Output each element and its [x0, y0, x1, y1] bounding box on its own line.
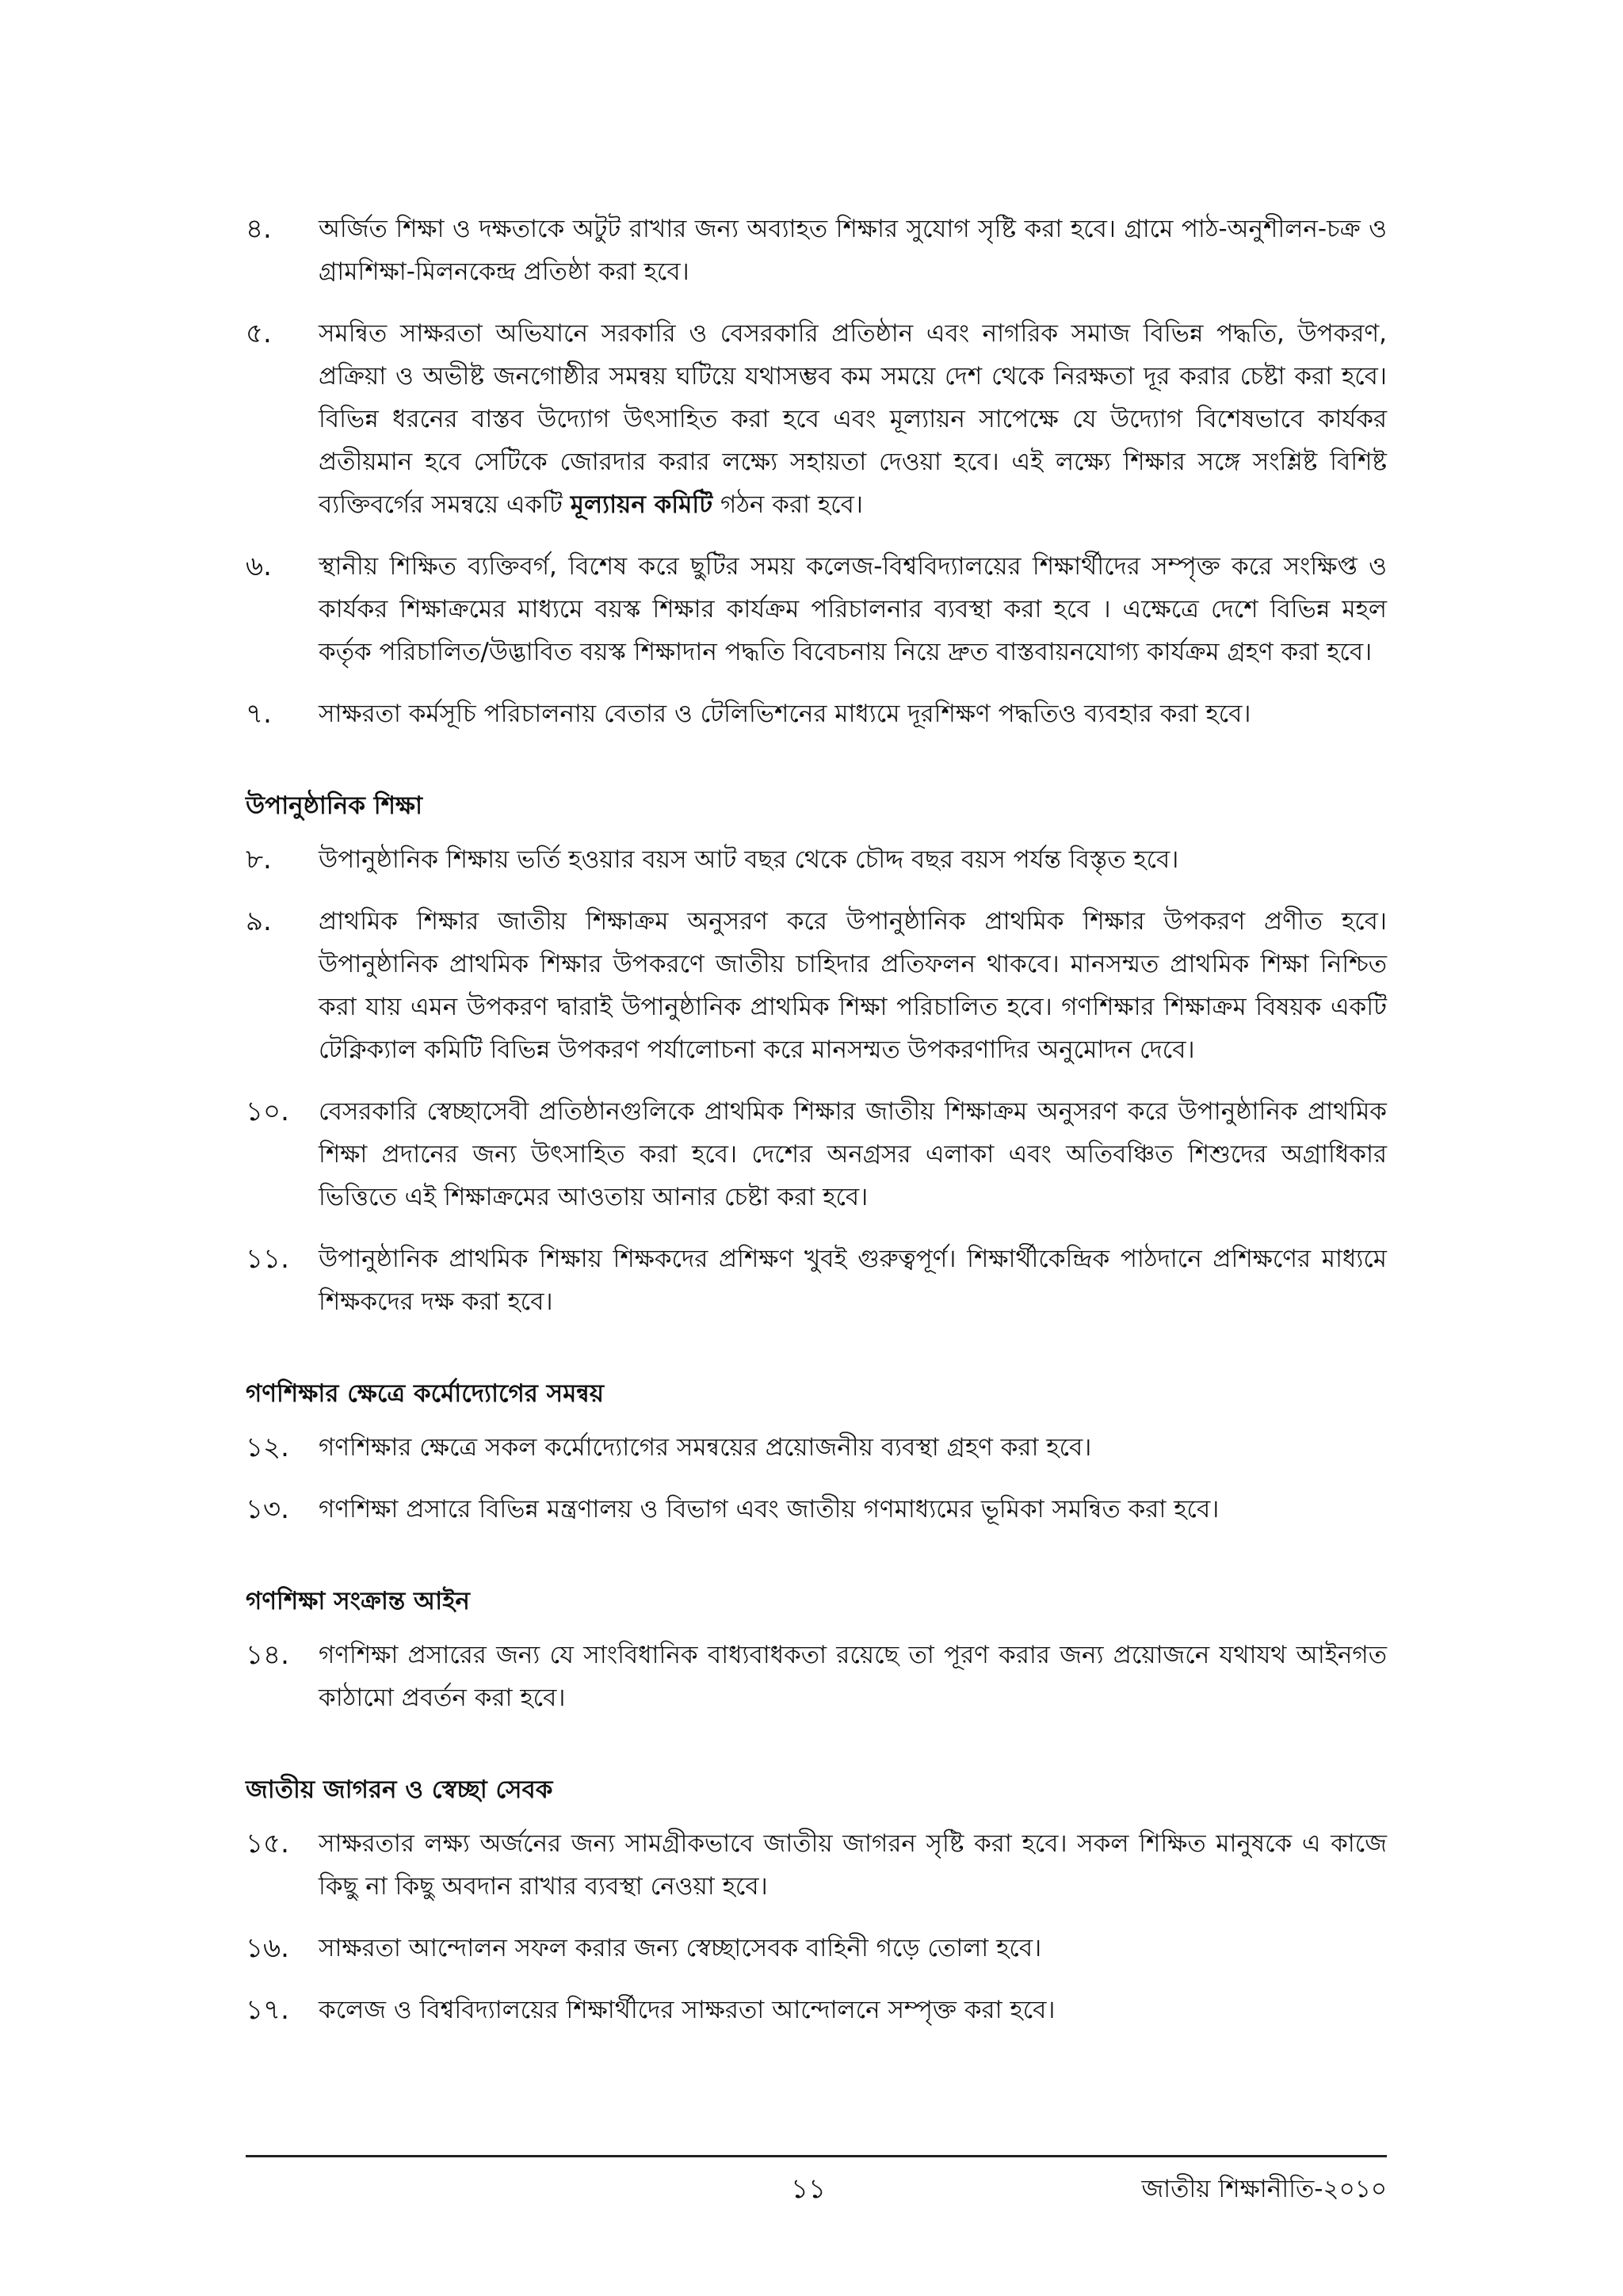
item-text: সাক্ষরতার লক্ষ্য অর্জনের জন্য সামগ্রীকভাবে জাতীয় জাগরন সৃষ্টি করা হবে। সকল শিক্ষিত মানুষকে এ কাজে কিছু না কিছু অবদান রাখার ব্যবস্থা নেওয়া হবে।: [319, 1829, 1387, 1901]
list-item: [246, 692, 1387, 735]
item-number: ৫.: [246, 318, 272, 349]
item-number: ১৩.: [246, 1493, 289, 1525]
item-text: গণশিক্ষা প্রসারে বিভিন্ন মন্ত্রণালয় ও বিভাগ এবং জাতীয় গণমাধ্যমের ভূমিকা সমন্বিত করা হবে।: [319, 1495, 1220, 1524]
list-item: [246, 1238, 1387, 1323]
list-item: [246, 838, 1387, 881]
list-item: [246, 1488, 1387, 1531]
footer-rule: [246, 2155, 1387, 2157]
item-number: ৪.: [246, 213, 272, 245]
section-heading: গণশিক্ষা সংক্রান্ত আইন: [246, 1587, 470, 1615]
item-number: ১১.: [246, 1243, 289, 1275]
footer-title: জাতীয় শিক্ষানীতি-২০১০: [1141, 2175, 1387, 2203]
list-item: [246, 1927, 1387, 1970]
item-text: বেসরকারি স্বেচ্ছাসেবী প্রতিষ্ঠানগুলিকে প্রাথমিক শিক্ষার জাতীয় শিক্ষাক্রম অনুসরণ করে উপানুষ্ঠানিক প্রাথমিক শিক্ষা প্রদানের জন্য উৎসাহিত করা হবে। দেশের অনগ্রসর এলাকা এবং অতিবঞ্চিত শিশুদের অগ্রাধিকার ভিত্তিতে এই শিক্ষাক্রমের আওতায় আনার চেষ্টা করা হবে।: [319, 1097, 1387, 1211]
list-item: [246, 1822, 1387, 1908]
item-number: ৬.: [246, 551, 272, 582]
section-heading: গণশিক্ষার ক্ষেত্রে কর্মোদ্যোগের সমন্বয়: [246, 1379, 605, 1408]
item-text-part: সমন্বিত সাক্ষরতা অভিযানে সরকারি ও বেসরকারি প্রতিষ্ঠান এবং নাগরিক সমাজ বিভিন্ন পদ্ধতি, উপকরণ, প্রক্রিয়া ও অভীষ্ট জনগোষ্ঠীর সমন্বয় ঘটিয়ে যথাসম্ভব কম সময়ে দেশ থেকে নিরক্ষতা দূর করার চেষ্টা করা হবে। বিভিন্ন ধরনের বাস্তব উদ্যোগ উৎসাহিত করা হবে এবং মূল্যায়ন সাপেক্ষে যে উদ্যোগ বিশেষভাবে কার্যকর প্রতীয়মান হবে সেটিকে জোরদার করার লক্ষ্যে সহায়তা দেওয়া হবে। এই লক্ষ্যে শিক্ষার সঙ্গে সংশ্লিষ্ট বিশিষ্ট ব্যক্তিবর্গের সমন্বয়ে একটি: [319, 319, 1387, 519]
item-number: ১০.: [246, 1096, 289, 1127]
item-number: ১২.: [246, 1432, 289, 1463]
item-text: গণশিক্ষার ক্ষেত্রে সকল কর্মোদ্যোগের সমন্বয়ের প্রয়োজনীয় ব্যবস্থা গ্রহণ করা হবে।: [319, 1433, 1092, 1462]
item-number: ১৫.: [246, 1828, 289, 1859]
item-number: ১৪.: [246, 1639, 289, 1671]
item-text: প্রাথমিক শিক্ষার জাতীয় শিক্ষাক্রম অনুসরণ করে উপানুষ্ঠানিক প্রাথমিক শিক্ষার উপকরণ প্রণীত হবে। উপানুষ্ঠানিক প্রাথমিক শিক্ষার উপকরণে জাতীয় চাহিদার প্রতিফলন থাকবে। মানসম্মত প্রাথমিক শিক্ষা নিশ্চিত করা যায় এমন উপকরণ দ্বারাই উপানুষ্ঠানিক প্রাথমিক শিক্ষা পরিচালিত হবে। গণশিক্ষার শিক্ষাক্রম বিষয়ক একটি টেক্নিক্যাল কমিটি বিভিন্ন উপকরণ পর্যালোচনা করে মানসম্মত উপকরণাদির অনুমোদন দেবে।: [319, 907, 1387, 1064]
item-number: ১৬.: [246, 1932, 289, 1964]
list-item: [246, 1634, 1387, 1719]
section-heading: জাতীয় জাগরন ও স্বেচ্ছা সেবক: [246, 1775, 553, 1804]
item-text: উপানুষ্ঠানিক শিক্ষায় ভর্তি হওয়ার বয়স আট বছর থেকে চৌদ্দ বছর বয়স পর্যন্ত বিস্তৃত হবে।: [319, 845, 1179, 874]
list-item: [246, 545, 1387, 673]
section-heading: উপানুষ্ঠানিক শিক্ষা: [246, 791, 423, 820]
item-text-part: গঠন করা হবে।: [712, 490, 863, 519]
item-text: উপানুষ্ঠানিক প্রাথমিক শিক্ষায় শিক্ষকদের প্রশিক্ষণ খুবই গুরুত্বপূর্ণ। শিক্ষার্থীকেন্দ্রিক পাঠদানে প্রশিক্ষণের মাধ্যমে শিক্ষকদের দক্ষ করা হবে।: [319, 1245, 1387, 1316]
item-text: [319, 312, 1387, 526]
item-number: ১৭.: [246, 1994, 289, 2026]
item-text: গণশিক্ষা প্রসারের জন্য যে সাংবিধানিক বাধ্যবাধকতা রয়েছে তা পূরণ করার জন্য প্রয়োজনে যথাযথ আইনগত কাঠামো প্রবর্তন করা হবে।: [319, 1641, 1388, 1712]
list-item: [246, 1426, 1387, 1469]
list-item: [246, 1989, 1387, 2031]
list-item: [246, 1090, 1387, 1219]
item-text: কলেজ ও বিশ্ববিদ্যালয়ের শিক্ষার্থীদের সাক্ষরতা আন্দোলনে সম্পৃক্ত করা হবে।: [319, 1996, 1056, 2024]
item-text-bold: মূল্যায়ন কমিটি: [570, 490, 713, 519]
item-number: ৯.: [246, 906, 272, 937]
item-text: সাক্ষরতা কর্মসূচি পরিচালনায় বেতার ও টেলিভিশনের মাধ্যমে দূরশিক্ষণ পদ্ধতিও ব্যবহার করা হবে।: [319, 700, 1251, 728]
list-item: [246, 900, 1387, 1071]
page-content: [246, 208, 1387, 2050]
item-text: সাক্ষরতা আন্দোলন সফল করার জন্য স্বেচ্ছাসেবক বাহিনী গড়ে তোলা হবে।: [319, 1934, 1042, 1962]
item-number: ৭.: [246, 698, 272, 730]
page-number: ১১: [790, 2173, 827, 2205]
item-text: স্থানীয় শিক্ষিত ব্যক্তিবর্গ, বিশেষ করে ছুটির সময় কলেজ-বিশ্ববিদ্যালয়ের শিক্ষার্থীদের সম্পৃক্ত করে সংক্ষিপ্ত ও কার্যকর শিক্ষাক্রমের মাধ্যমে বয়স্ক শিক্ষার কার্যক্রম পরিচালনার ব্যবস্থা করা হবে । এক্ষেত্রে দেশে বিভিন্ন মহল কর্তৃক পরিচালিত/উদ্ভাবিত বয়স্ক শিক্ষাদান পদ্ধতি বিবেচনায় নিয়ে দ্রুত বাস্তবায়নযোগ্য কার্যক্রম গ্রহণ করা হবে।: [319, 552, 1387, 666]
item-text: অর্জিত শিক্ষা ও দক্ষতাকে অটুট রাখার জন্য অব্যাহত শিক্ষার সুযোগ সৃষ্টি করা হবে। গ্রামে পাঠ-অনুশীলন-চক্র ও গ্রামশিক্ষা-মিলনকেন্দ্র প্রতিষ্ঠা করা হবে।: [319, 215, 1387, 286]
list-item: [246, 208, 1387, 293]
list-item: [246, 312, 1387, 526]
item-number: ৮.: [246, 844, 272, 875]
